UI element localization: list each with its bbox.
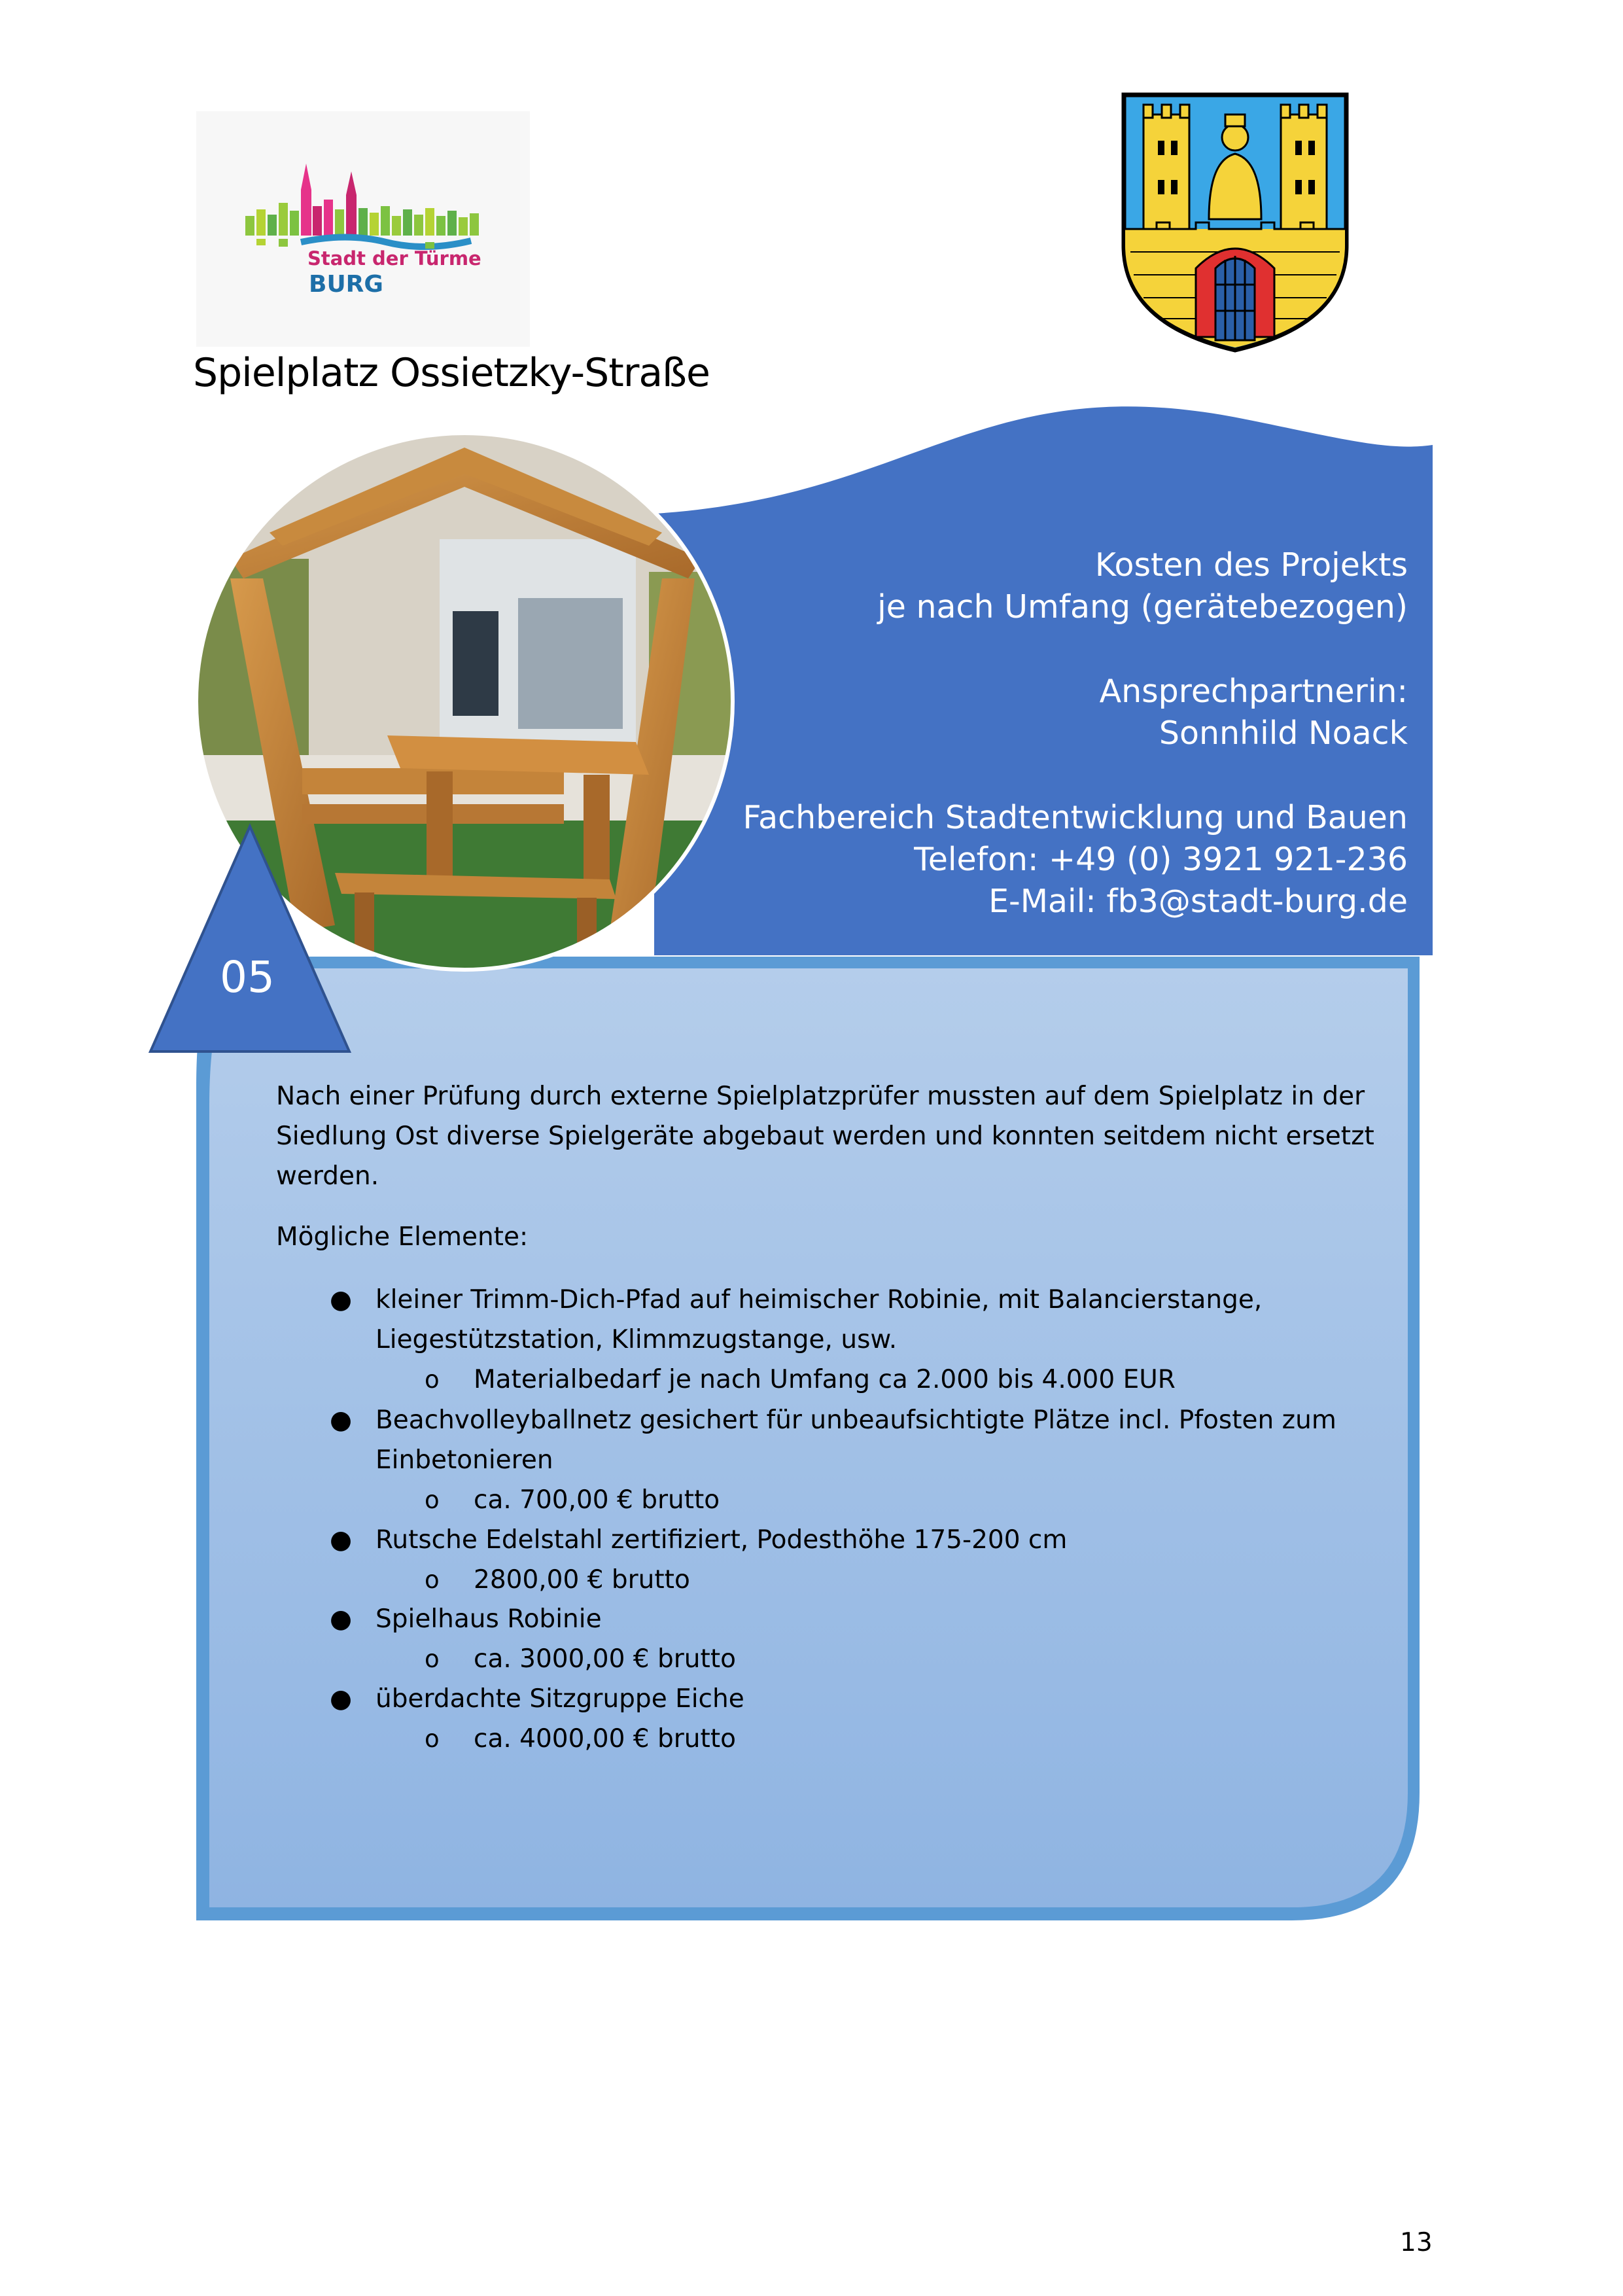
cost-label: Kosten des Projekts (1094, 546, 1408, 584)
bullet-icon: ● (330, 1684, 353, 1714)
email: E-Mail: fb3@stadt-burg.de (988, 883, 1408, 920)
contact-label: Ansprechpartnerin: (1099, 673, 1408, 710)
list-item: kleiner Trimm-Dich-Pfad auf heimischer Robinie, mit Balancierstange, (375, 1285, 1263, 1315)
contact-name: Sonnhild Noack (1159, 715, 1408, 752)
elements-heading: Mögliche Elemente: (276, 1222, 529, 1252)
sub-bullet-icon: o (425, 1566, 440, 1594)
list-item-continued: Einbetonieren (375, 1445, 553, 1475)
sub-list-item: Materialbedarf je nach Umfang ca 2.000 bis 4.000 EUR (474, 1365, 1176, 1394)
sub-list-item: 2800,00 € brutto (474, 1565, 690, 1595)
description-line-2: Siedlung Ost diverse Spielgeräte abgebaut werden und konnten seitdem nicht ersetzt (276, 1122, 1374, 1151)
page-number: 13 (1400, 2228, 1433, 2257)
number-badge-triangle (145, 821, 355, 1057)
list-item-continued: Liegestützstation, Klimmzugstange, usw. (375, 1325, 898, 1354)
bullet-icon: ● (330, 1604, 353, 1634)
description-line-3: werden. (276, 1161, 379, 1191)
sub-bullet-icon: o (425, 1366, 440, 1394)
logo-city-name: BURG (309, 271, 383, 298)
phone: Telefon: +49 (0) 3921 921-236 (914, 841, 1408, 878)
sub-list-item: ca. 4000,00 € brutto (474, 1724, 736, 1754)
sub-list-item: ca. 3000,00 € brutto (474, 1644, 736, 1674)
sub-bullet-icon: o (425, 1725, 440, 1753)
bullet-icon: ● (330, 1285, 353, 1315)
department: Fachbereich Stadtentwicklung und Bauen (742, 799, 1408, 836)
description-line-1: Nach einer Prüfung durch externe Spielplatzprüfer mussten auf dem Spielplatz in der (276, 1082, 1365, 1111)
sub-bullet-icon: o (425, 1486, 440, 1514)
sub-list-item: ca. 700,00 € brutto (474, 1485, 720, 1515)
sub-bullet-icon: o (425, 1645, 440, 1673)
cost-value: je nach Umfang (gerätebezogen) (877, 588, 1408, 626)
list-item: Rutsche Edelstahl zertifiziert, Podesthöhe 175-200 cm (375, 1525, 1068, 1555)
project-number: 05 (220, 952, 275, 1002)
bullet-icon: ● (330, 1405, 353, 1435)
bullet-icon: ● (330, 1525, 353, 1555)
list-item: Beachvolleyballnetz gesichert für unbeaufsichtigte Plätze incl. Pfosten zum (375, 1405, 1336, 1435)
list-item: Spielhaus Robinie (375, 1604, 602, 1634)
logo-tagline: Stadt der Türme (307, 247, 481, 270)
page-title: Spielplatz Ossietzky-Straße (193, 350, 710, 396)
list-item: überdachte Sitzgruppe Eiche (375, 1684, 744, 1714)
